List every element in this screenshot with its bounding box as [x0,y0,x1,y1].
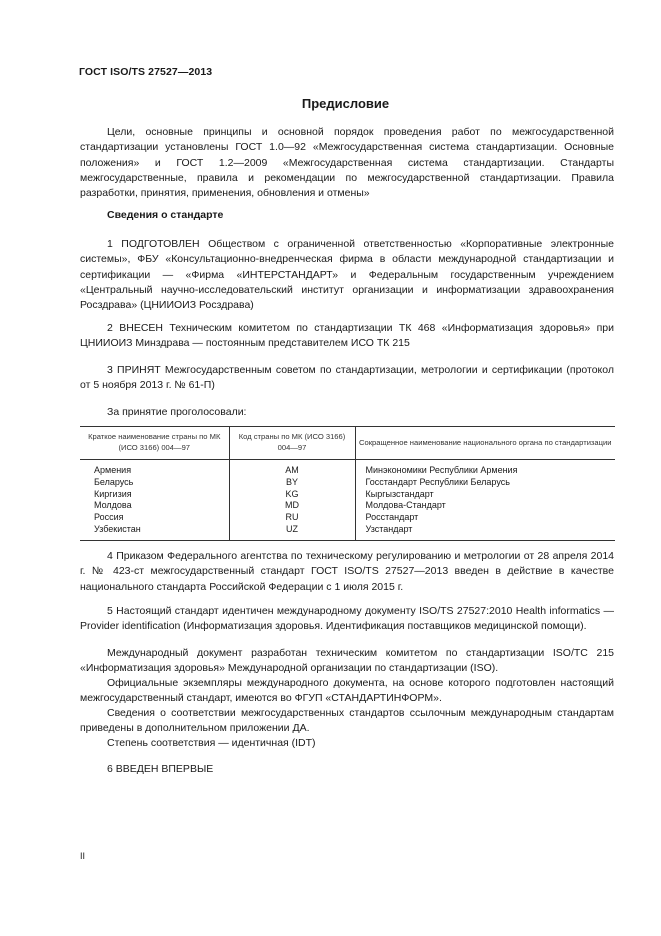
table-row [80,512,615,524]
item-5-developed: Международный документ разработан техническим комитетом по стандартизации ISO/TC 215 «Информатизация здоровья» Международной организации по стандартизации (ISO). [80,647,614,675]
item-2-submitted: 2 ВНЕСЕН Техническим комитетом по стандартизации ТК 468 «Информатизация здоровья» при ЦНИИОИЗ Минздрава — постоянным представителем ИСО ТК 215 [80,322,614,350]
item-6-introduced: 6 ВВЕДЕН ВПЕРВЫЕ [107,763,214,775]
voted-intro: За принятие проголосовали: [107,406,247,418]
standards-body: Узстандарт [355,524,615,540]
column-header-code: Код страны по МК (ИСО 3166) 004—97 [229,427,355,460]
country-code: UZ [229,524,355,540]
section-subheading: Сведения о стандарте [107,209,224,221]
country-code: AM [229,460,355,477]
standards-body: Молдова-Стандарт [355,500,615,512]
page-title: Предисловие [301,96,390,111]
table-header-row [80,427,615,460]
item-5-degree: Степень соответствия — идентичная (IDT) [107,737,316,749]
item-5-identical: 5 Настоящий стандарт идентичен международному документу ISO/TS 27527:2010 Health informatics — Provider identification (Информатизация здоровья. Идентификация поставщиков медицинской помощи). [80,605,614,633]
country-name: Россия [94,512,124,523]
table-row [80,460,615,477]
standards-body: Госстандарт Республики Беларусь [355,477,615,489]
standards-body: Кыргызстандарт [355,489,615,501]
item-4-order: 4 Приказом Федерального агентства по техническому регулированию и метрологии от 28 апреля 2014 г. № 423-ст межгосударственный стандарт ГОСТ ISO/TS 27527—2013 введен в действие в качестве национального стандарта Российской Федерации с 1 июля 2015 г. [80,550,614,593]
item-1-prepared: 1 ПОДГОТОВЛЕН Обществом с ограниченной ответственностью «Корпоративные электронные системы», ФБУ «Консультационно-внедренческая фирма в области международной стандартизации и сертификации — «Фирма «ИНТЕРСТАНДАРТ» и Федеральным государственным учреждением «Центральный научно-исследовательский институт организации и информатизации здравоохранения Росздрава» (ЦНИИОИЗ Росздрава) [80,238,614,312]
country-name: Армения [94,465,132,475]
country-code: RU [229,512,355,524]
table-row [80,500,615,512]
standards-body: Минэкономики Республики Армения [355,460,615,477]
item-5-references: Сведения о соответствии межгосударственных стандартов ссылочным международным стандартам приведены в дополнительном приложении ДА. [80,707,614,735]
table-row [80,477,615,489]
standards-body: Росстандарт [355,512,615,524]
country-name: Киргизия [94,488,132,499]
country-code: KG [229,489,355,501]
item-5-official-copies: Официальные экземпляры международного документа, на основе которого подготовлен настоящий межгосударственный стандарт, имеются во ФГУП «СТАНДАРТИНФОРМ». [80,677,614,705]
country-name: Узбекистан [80,524,229,540]
country-code: MD [229,500,355,512]
country-name: Беларусь [94,476,134,487]
column-header-country: Краткое наименование страны по МК (ИСО 3166) 004—97 [80,427,229,460]
country-name: Молдова [94,500,132,511]
country-code: BY [229,477,355,489]
column-header-body: Сокращенное наименование национального органа по стандартизации [355,427,615,460]
table-row [80,489,615,501]
page-number: II [80,851,86,861]
item-3-adopted: 3 ПРИНЯТ Межгосударственным советом по стандартизации, метрологии и сертификации (протокол от 5 ноября 2013 г. № 61-П) [80,364,614,392]
table-row [80,524,615,540]
page-header: ГОСТ ISO/TS 27527—2013 [79,66,213,78]
intro-paragraph: Цели, основные принципы и основной порядок проведения работ по межгосударственной стандартизации установлены ГОСТ 1.0—92 «Межгосударственная система стандартизации. Основные положения» и ГОСТ 1.2—2009 «Межгосударственная система стандартизации. Стандарты межгосударственные, правила и рекомендации по межгосударственной стандартизации. Правила разработки, принятия, применения, обновления и отмены» [80,126,614,200]
voting-table [80,426,615,541]
